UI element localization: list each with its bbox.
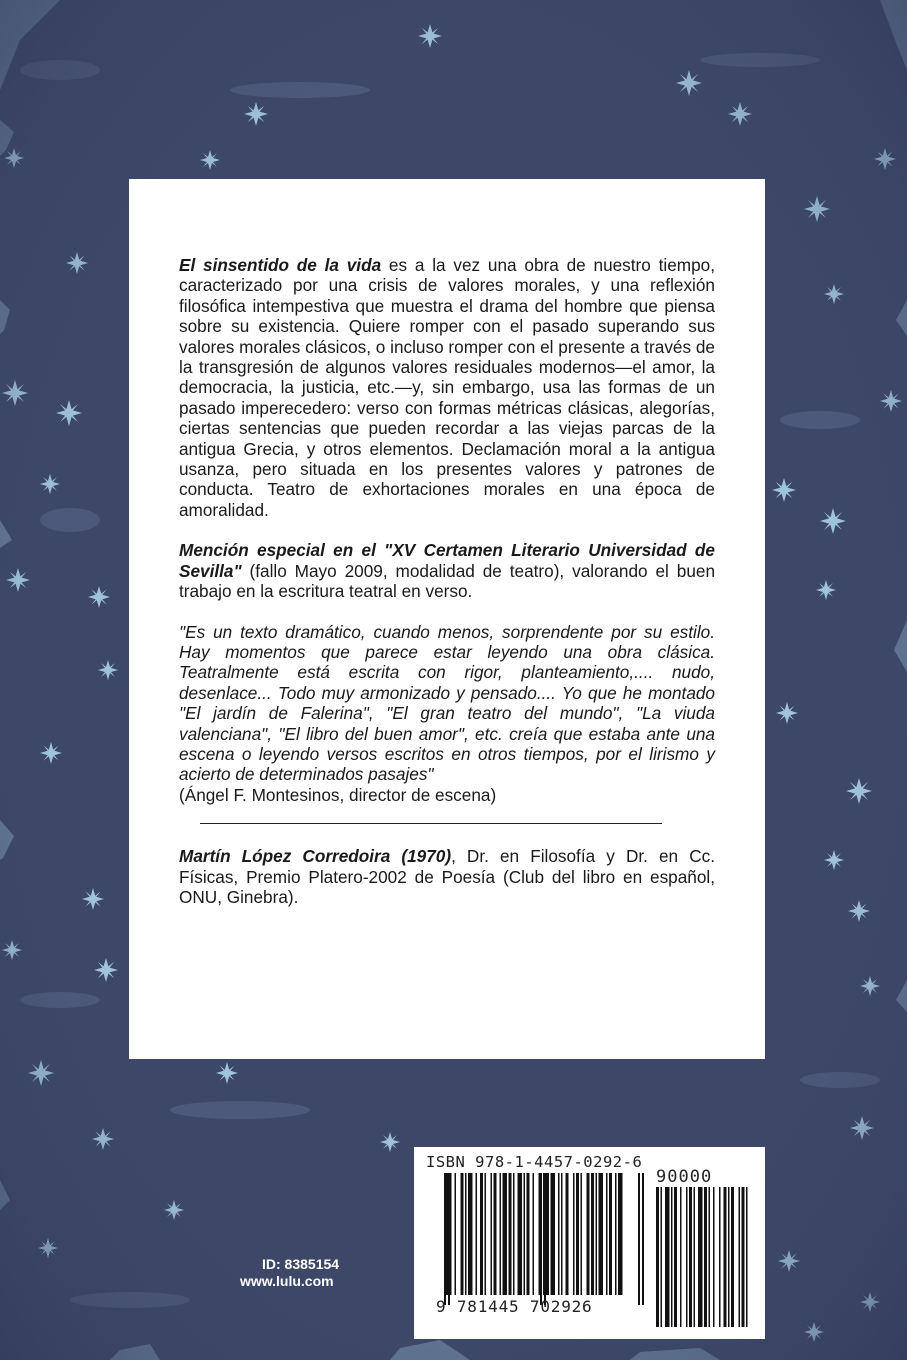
- barcode-bar: [587, 1173, 590, 1295]
- book-title: El sinsentido de la vida: [179, 255, 382, 275]
- barcode-bar: [491, 1173, 493, 1295]
- author-credentials: , Dr. en Filosofía y Dr. en Cc. Físicas, Premio Platero-2002 de Poesía (Club del libro en español, ONU, Ginebra).: [179, 846, 715, 907]
- review-quote: "Es un texto dramático, cuando menos, sorprendente por su estilo. Hay momentos que parece estar leyendo una obra clásica. Teatralmente está escrita con rigor, planteamiento,.... nudo, desenlace... Todo muy armonizado y pensado.... Yo que he montado "El jardín de Falerina", "El gran teatro del mundo", "La viuda valenciana", "El libro del buen amor", etc. creía que estaba ante una escena o leyendo versos escritos en otros tiempos, por el lirismo y acierto de determinados pasajes": [179, 621, 715, 785]
- barcode-bar: [599, 1173, 604, 1295]
- addon-bar: [680, 1187, 682, 1327]
- barcode-bar: [518, 1173, 523, 1295]
- addon-bar: [694, 1187, 696, 1327]
- addon-bar: [713, 1187, 715, 1327]
- barcode-bar: [465, 1173, 467, 1295]
- addon-bar: [674, 1187, 677, 1327]
- price-addon: 90000: [656, 1167, 713, 1187]
- addon-bar: [709, 1187, 711, 1327]
- barcode-guard-bar: [638, 1173, 640, 1305]
- barcode-bar: [509, 1173, 512, 1295]
- barcode-bar: [461, 1173, 464, 1295]
- addon-bar: [728, 1187, 730, 1327]
- barcode-bar: [513, 1173, 515, 1295]
- barcode-bar: [615, 1173, 617, 1295]
- description-panel: [129, 179, 765, 1059]
- review-attribution: (Ángel F. Montesinos, director de escena): [179, 784, 497, 805]
- barcode-bar: [503, 1173, 508, 1295]
- barcode-bar: [596, 1173, 598, 1295]
- barcode-bar: [485, 1173, 487, 1295]
- addon-bar: [665, 1187, 670, 1327]
- barcode-guard-bar: [544, 1173, 546, 1305]
- isbn-label: ISBN 978-1-4457-0292-6: [426, 1153, 643, 1171]
- publisher-website[interactable]: www.lulu.com: [240, 1273, 334, 1289]
- barcode-bar: [539, 1173, 541, 1295]
- barcode-bar: [566, 1173, 569, 1295]
- barcode-bar: [494, 1173, 497, 1295]
- barcode-bar: [455, 1173, 457, 1295]
- barcode-guard-bar: [540, 1173, 542, 1305]
- barcode-bar: [546, 1173, 549, 1295]
- award-mention: [179, 540, 715, 601]
- addon-bar: [671, 1187, 673, 1327]
- addon-bar: [742, 1187, 745, 1327]
- publisher-info: [240, 1256, 370, 1290]
- barcode-bar: [500, 1173, 502, 1295]
- barcode-bar: [527, 1173, 530, 1295]
- barcode-bar: [609, 1173, 612, 1295]
- barcode-bar: [524, 1173, 526, 1295]
- author-bio: [179, 846, 715, 907]
- ean-digits: 9 781445 702926: [436, 1297, 593, 1316]
- barcode-bar: [480, 1173, 483, 1295]
- description-body: es a la vez una obra de nuestro tiempo, caracterizado por una crisis de valores morales, y una reflexión filosófica intempestiva que muestra el drama del hombre que piensa sobre su existencia. Quiere romper con el pasado superando sus valores morales clásicos, o incluso romper con el presente a través de la transgresión de algunos valores residuales modernos—el amor, la democracia, la justicia, etc.—y, sin embargo, usa las formas de un pasado imperecedero: verso con formas métricas clásicas, alegorías, ciertas sentencias que pueden recordar a las viejas parcas de la antigua Grecia, y otros elementos. Declamación moral a la antigua usanza, pero situada en los presentes valores y patrones de conducta. Teatro de exhortaciones morales en una época de amoralidad.: [179, 255, 715, 520]
- barcode-bar: [476, 1173, 478, 1295]
- addon-bar: [731, 1187, 734, 1327]
- addon-bar: [746, 1187, 748, 1327]
- barcode-guard-bar: [642, 1173, 644, 1305]
- isbn-barcode: [414, 1147, 765, 1339]
- barcode-bar: [618, 1173, 623, 1295]
- award-title: Mención especial en el "XV Certamen Literario Universidad de Sevilla": [179, 540, 715, 581]
- barcode-guard-bar: [448, 1173, 450, 1305]
- award-details: (fallo Mayo 2009, modalidad de teatro), valorando el buen trabajo en la escritura teatral en verso.: [179, 560, 715, 602]
- barcode-bar: [606, 1173, 608, 1295]
- addon-bar: [739, 1187, 741, 1327]
- publisher-id: ID: 8385154: [262, 1256, 340, 1272]
- barcode-bar: [468, 1173, 473, 1295]
- addon-bar: [704, 1187, 707, 1327]
- addon-bar: [719, 1187, 721, 1327]
- barcode-bar: [558, 1173, 560, 1295]
- addon-bar: [724, 1187, 727, 1327]
- barcode-bar: [561, 1173, 563, 1295]
- barcode-bar: [576, 1173, 579, 1295]
- addon-bar: [689, 1187, 692, 1327]
- barcode-bar: [551, 1173, 556, 1295]
- barcode-bar: [591, 1173, 594, 1295]
- author-name: Martín López Corredoira (1970): [179, 846, 452, 867]
- book-description: [179, 255, 715, 520]
- divider: [200, 823, 662, 824]
- barcode-bar: [450, 1173, 452, 1295]
- barcode-bar: [533, 1173, 535, 1295]
- barcode-guard-bar: [444, 1173, 446, 1305]
- addon-bar: [698, 1187, 703, 1327]
- addon-bar: [656, 1187, 659, 1327]
- addon-bar: [686, 1187, 688, 1327]
- addon-bar: [661, 1187, 663, 1327]
- barcode-bar: [581, 1173, 583, 1295]
- barcode-bar: [573, 1173, 575, 1295]
